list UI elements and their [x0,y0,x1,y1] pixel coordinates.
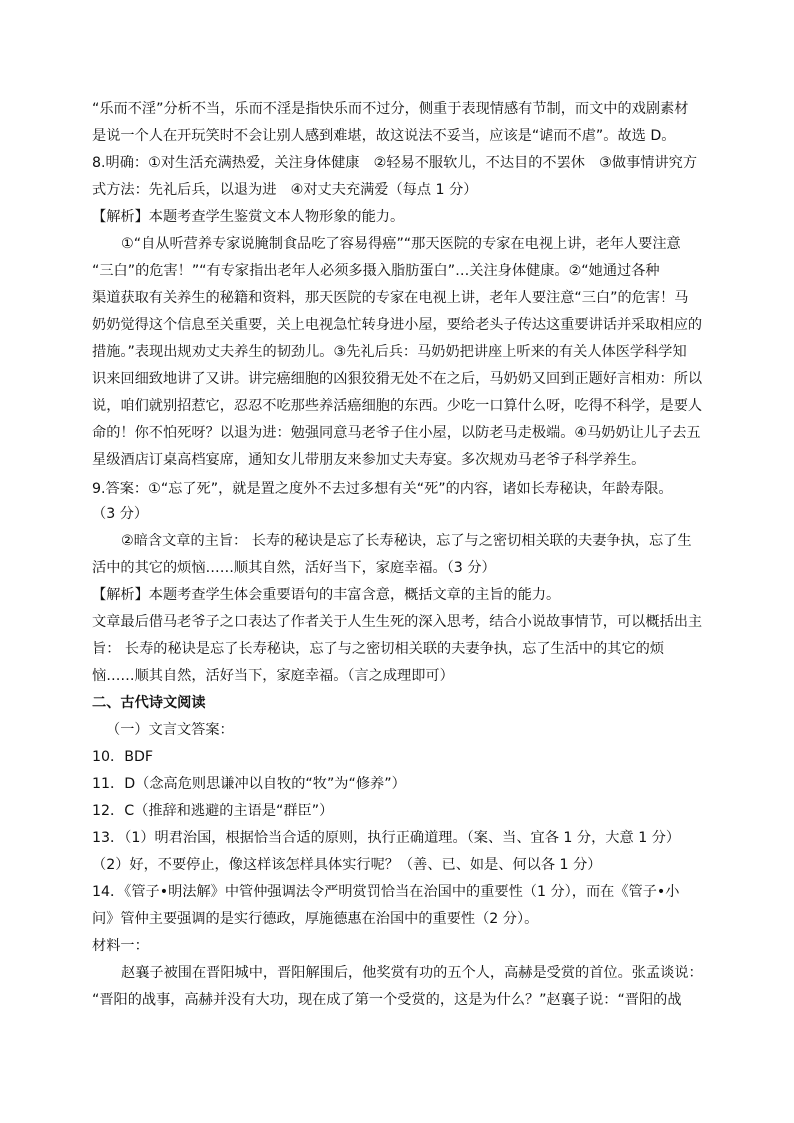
text-line: “晋阳的战事，高赫并没有大功，现在成了第一个受赏的，这是为什么？”赵襄子说：“晋阳的战 [92,992,682,1008]
text-line: 说，咱们就别招惹它，忍忍不吃那些养活癌细胞的东西。少吃一口算什么呀，吃得不科学，是要人 [92,398,703,414]
text-line: ①“自从听营养专家说腌制食品吃了容易得癌”“那天医院的专家在电视上讲，老年人要注意 [121,236,681,252]
text-line: 文章最后借马老爷子之口表达了作者关于人生生死的深入思考，结合小说故事情节，可以概括出主 [92,614,703,630]
text-line: 式方法：先礼后兵，以退为进 ④对丈夫充满爱（每点 1 分） [92,182,478,198]
text-line: 旨： 长寿的秘诀是忘了长寿秘诀，忘了与之密切相关联的夫妻争执，忘了生活中的其它的烦 [92,641,665,657]
question-9-answer: 9.答案：①“忘了死”，就是置之度外不去过多想有关“死”的内容，诸如长寿秘诀，年龄寿限。 [92,481,673,497]
text-line: 渠道获取有关养生的秘籍和资料，那天医院的专家在电视上讲，老年人要注意“三白”的危害！马 [92,290,689,306]
text-line: 措施。”表现出规劝丈夫养生的韧劲儿。③先礼后兵：马奶奶把讲座上听来的有关人体医学科学知 [92,344,687,360]
question-14-answer: 14．《管子•明法解》中管仲强调法令严明赏罚恰当在治国中的重要性（1 分），而在《管子•小 [92,884,680,900]
text-line: 奶奶觉得这个信息至关重要，关上电视急忙转身进小屋，要给老头子传达这重要讲话并采取相应的 [92,317,703,333]
question-8-answer: 8.明确：①对生活充满热爱，关注身体健康 ②轻易不服软儿，不达目的不罢休 ③做事情讲究方 [92,155,698,171]
text-line: 是说一个人在开玩笑时不会让别人感到难堪，故这说法不妥当，应该是“谑而不虐”。故选 D。 [92,128,676,144]
text-line: （2）好，不要停止，像这样该怎样具体实行呢？（善、已、如是、何以各 1 分） [92,857,602,873]
question-12-answer: 12．C（推辞和逃避的主语是“群臣”） [92,803,334,819]
text-line: 活中的其它的烦恼……顺其自然，活好当下，家庭幸福。（3 分） [92,560,496,576]
question-10-answer: 10．BDF [92,749,154,765]
text-line: “乐而不淫”分析不当，乐而不淫是指快乐而不过分，侧重于表现情感有节制，而文中的戏剧素材 [92,101,689,117]
text-line: （3 分） [92,506,149,522]
question-11-answer: 11．D（念高危则思谦冲以自牧的“牧”为“修养”） [92,776,406,792]
material-heading: 材料一： [92,938,149,954]
text-line: 赵襄子被围在晋阳城中，晋阳解围后，他奖赏有功的五个人，高赫是受赏的首位。张孟谈说： [121,965,703,981]
subsection-heading: （一）文言文答案： [106,722,234,738]
text-line: 恼……顺其自然，活好当下，家庭幸福。（言之成理即可） [92,668,454,684]
analysis-heading: 【解析】本题考查学生体会重要语句的丰富含意，概括文章的主旨的能力。 [92,587,561,603]
text-line: 问》管仲主要强调的是实行德政，厚施德惠在治国中的重要性（2 分）。 [92,911,539,927]
text-line: ②暗含文章的主旨： 长寿的秘诀是忘了长寿秘诀，忘了与之密切相关联的夫妻争执，忘了生 [121,533,692,549]
section-heading: 二、古代诗文阅读 [92,695,206,711]
question-13-answer: 13．（1）明君治国，根据恰当合适的原则，执行正确道理。（案、当、宜各 1 分，大意 1 分） [92,830,681,846]
analysis-heading: 【解析】本题考查学生鉴赏文本人物形象的能力。 [92,209,405,225]
text-line: 星级酒店订桌高档宴席，通知女儿带朋友来参加丈夫寿宴。多次规劝马老爷子科学养生。 [92,452,646,468]
text-line: “三白”的危害！”“有专家指出老年人必须多摄入脂肪蛋白”…关注身体健康。②“她通过各种 [92,263,660,279]
text-line: 命的！你不怕死呀？以退为进：勉强同意马老爷子住小屋，以防老马走极端。④马奶奶让儿子去五 [92,425,701,441]
text-line: 识来回细致地讲了又讲。讲完癌细胞的凶狠狡猾无处不在之后，马奶奶又回到正题好言相劝：所以 [92,371,703,387]
